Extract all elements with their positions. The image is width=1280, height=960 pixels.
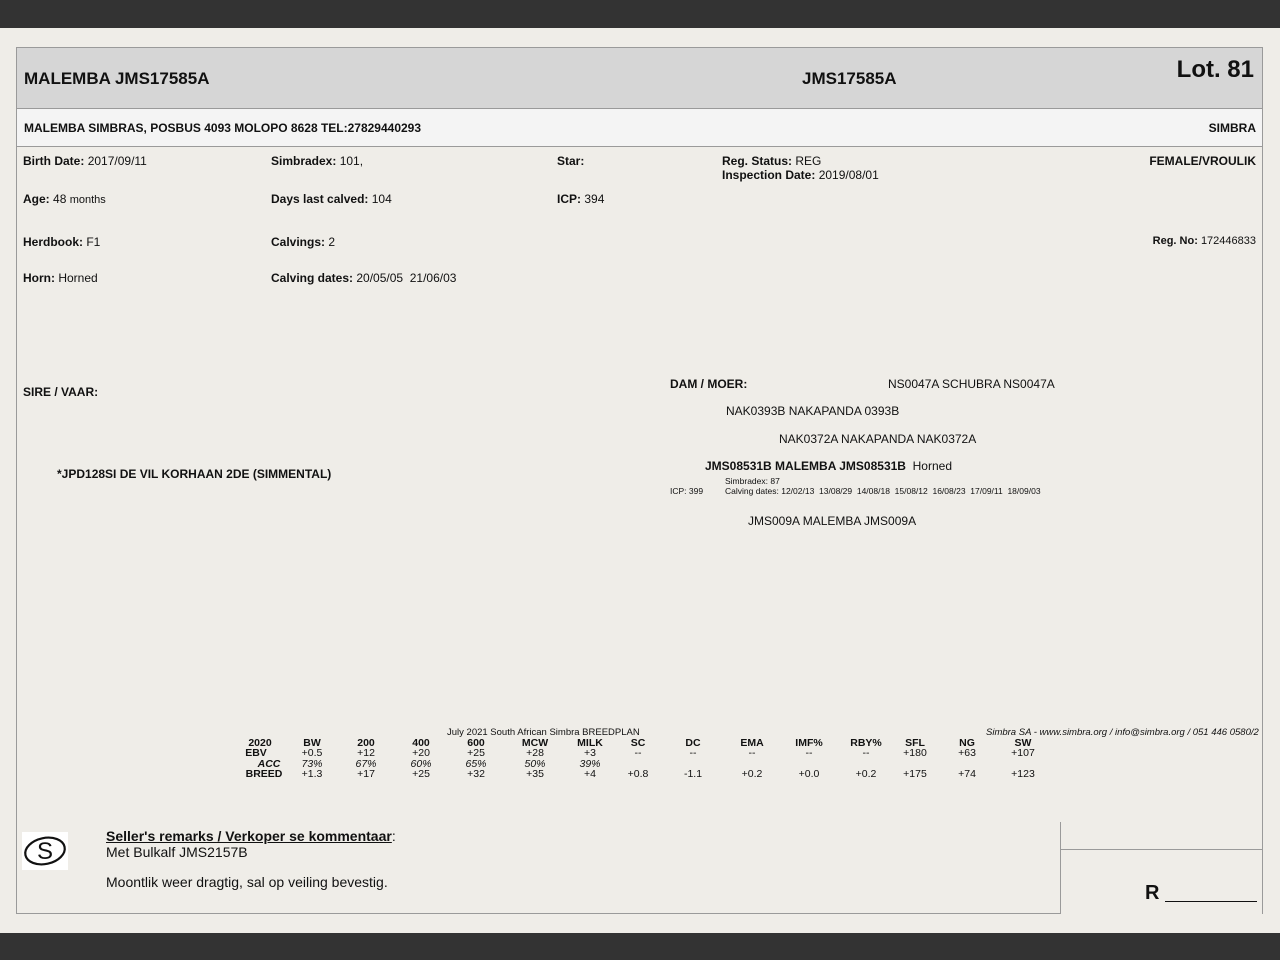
- breed-value: +123: [1011, 768, 1035, 780]
- dam-calving-dates: Calving dates: 12/02/13 13/08/29 14/08/18 15/08/12 16/08/23 17/09/11 18/09/03: [725, 486, 1041, 496]
- breed-value: +35: [526, 768, 544, 780]
- acc-value: 50%: [524, 758, 546, 770]
- breedplan-column-header: DC: [685, 737, 701, 749]
- breedplan-column-header: MCW: [521, 737, 549, 749]
- sire-label: SIRE / VAAR:: [23, 385, 99, 399]
- ebv-value: +3: [584, 747, 596, 759]
- ebv-value: +25: [467, 747, 485, 759]
- breed-value: +17: [357, 768, 375, 780]
- animal-id: JMS17585A: [802, 69, 897, 88]
- acc-value: 67%: [355, 758, 377, 770]
- svg-text:S: S: [36, 838, 54, 865]
- breed-value: +0.0: [798, 768, 820, 780]
- breed-value: -1.1: [683, 768, 703, 780]
- breedplan-column-header: NG: [959, 737, 975, 749]
- reg-status: Reg. Status: REG: [722, 154, 822, 168]
- breedplan-column-header: RBY%: [850, 737, 882, 749]
- dam-simbradex: Simbradex: 87: [725, 476, 780, 486]
- breedplan-column-header: SC: [630, 737, 646, 749]
- breed-value: +25: [412, 768, 430, 780]
- ebv-value: +20: [412, 747, 430, 759]
- top-bar: [0, 0, 1280, 28]
- dam-dam: JMS009A MALEMBA JMS009A: [748, 514, 917, 528]
- acc-value: 65%: [465, 758, 487, 770]
- breedplan-column-header: IMF%: [795, 737, 823, 749]
- dam-icp: ICP: 399: [670, 486, 704, 496]
- page-header: [16, 47, 1263, 109]
- dam-sire-dam: NAK0372A NAKAPANDA NAK0372A: [779, 432, 977, 446]
- bottom-bar: [0, 933, 1280, 960]
- ebv-value: +12: [357, 747, 375, 759]
- herdbook: Herdbook: F1: [23, 235, 101, 249]
- breed-value: +0.8: [627, 768, 649, 780]
- breedplan-column-header: BW: [303, 737, 321, 749]
- ebv-value: --: [689, 747, 697, 759]
- dam-sire: NAK0393B NAKAPANDA 0393B: [726, 404, 900, 418]
- breedplan-column-header: EMA: [740, 737, 764, 749]
- lot-number: Lot. 81: [1176, 56, 1254, 83]
- simbradex: Simbradex: 101,: [271, 154, 364, 168]
- sex: FEMALE/VROULIK: [1149, 154, 1256, 168]
- ebv-value: --: [748, 747, 756, 759]
- acc-label: ACC: [257, 758, 281, 770]
- breed-value: +1.3: [301, 768, 323, 780]
- sire-name: *JPD128SI DE VIL KORHAAN 2DE (SIMMENTAL): [57, 467, 332, 481]
- calvings: Calvings: 2: [271, 235, 336, 249]
- body-frame: [16, 147, 1263, 914]
- ebv-value: +0.5: [301, 747, 323, 759]
- price-line: [1165, 901, 1257, 902]
- breedplan-column-header: 400: [412, 737, 430, 749]
- birth-date: Birth Date: 2017/09/11: [23, 154, 147, 168]
- breed-value: +74: [958, 768, 976, 780]
- icp: ICP: 394: [557, 192, 605, 206]
- breed-label: BREED: [245, 768, 283, 780]
- breedplan-column-header: SFL: [905, 737, 925, 749]
- ebv-value: +63: [958, 747, 976, 759]
- ebv-value: +107: [1011, 747, 1035, 759]
- breeder-bar: [16, 109, 1263, 147]
- horn: Horn: Horned: [23, 271, 98, 285]
- acc-value: 73%: [301, 758, 323, 770]
- sale-catalogue-page: [0, 28, 1280, 933]
- price-label: R: [1145, 882, 1160, 904]
- age: Age: 48 months: [23, 192, 106, 206]
- breed-value: +0.2: [741, 768, 763, 780]
- breed-value: +4: [584, 768, 596, 780]
- remarks-heading: Seller's remarks / Verkoper se kommentaar:: [106, 828, 396, 844]
- ebv-value: --: [862, 747, 870, 759]
- simbra-s-icon: [22, 832, 68, 870]
- reg-no: Reg. No: 172446833: [1152, 235, 1256, 247]
- ebv-value: --: [805, 747, 813, 759]
- breeder-info: MALEMBA SIMBRAS, POSBUS 4093 MOLOPO 8628 TEL:27829440293: [24, 121, 422, 135]
- ebv-value: +28: [526, 747, 544, 759]
- breed-value: +175: [903, 768, 927, 780]
- star-label: Star:: [557, 154, 585, 168]
- breedplan-source: Simbra SA - www.simbra.org / info@simbra.org / 051 446 0580/2: [986, 727, 1259, 738]
- ebv-value: +180: [903, 747, 927, 759]
- remarks-line-1: Met Bulkalf JMS2157B: [106, 844, 248, 860]
- calving-dates: Calving dates: 20/05/05 21/06/03: [271, 271, 457, 285]
- breedplan-column-header: 600: [467, 737, 485, 749]
- acc-value: 60%: [410, 758, 432, 770]
- breedplan-column-header: SW: [1014, 737, 1032, 749]
- days-last-calved: Days last calved: 104: [271, 192, 392, 206]
- ebv-value: --: [634, 747, 642, 759]
- divider: [1060, 849, 1263, 850]
- breedplan-year: 2020: [248, 737, 272, 749]
- dam-name: JMS08531B MALEMBA JMS08531B Horned: [705, 459, 952, 473]
- remarks-line-2: Moontlik weer dragtig, sal op veiling bevestig.: [106, 874, 388, 890]
- breedplan-title: July 2021 South African Simbra BREEDPLAN: [447, 727, 640, 738]
- simbra-logo: [22, 832, 68, 870]
- breed-value: +0.2: [855, 768, 877, 780]
- dam-label: DAM / MOER:: [670, 377, 748, 391]
- breed-name: SIMBRA: [1208, 121, 1256, 135]
- breedplan-column-header: MILK: [577, 737, 603, 749]
- breedplan-column-header: 200: [357, 737, 375, 749]
- animal-title: MALEMBA JMS17585A: [24, 69, 210, 88]
- acc-value: 39%: [579, 758, 601, 770]
- breed-value: +32: [467, 768, 485, 780]
- inspection-date: Inspection Date: 2019/08/01: [722, 168, 879, 182]
- ebv-label: EBV: [245, 747, 267, 759]
- dam-sire-sire: NS0047A SCHUBRA NS0047A: [888, 377, 1055, 391]
